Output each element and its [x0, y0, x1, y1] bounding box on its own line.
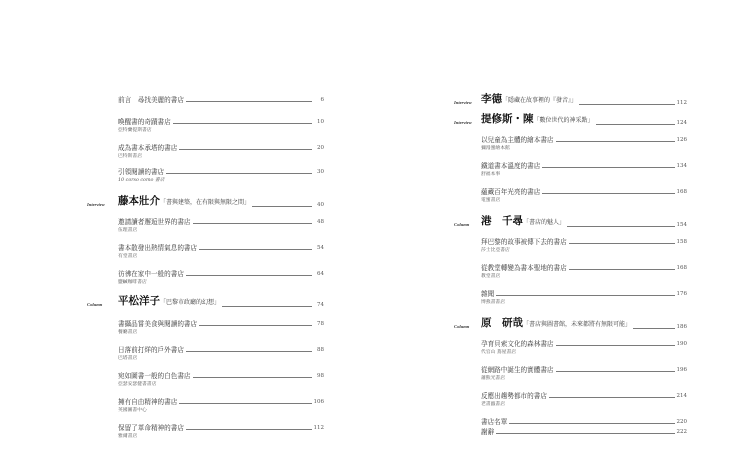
- entry-title-text: 書本散發出熱情氣息的書店: [118, 244, 198, 252]
- toc-entry[interactable]: [118, 166, 324, 183]
- page-number: 176: [676, 291, 687, 297]
- entry-title-text: 原 研哉: [481, 317, 523, 329]
- section-quote: 「隱藏在故事裡的『發音』」: [502, 97, 578, 104]
- toc-entry-row: [118, 242, 324, 252]
- section-type-tag: Column: [454, 222, 470, 227]
- page-number: 10: [317, 119, 324, 125]
- section-type-tag: Column: [87, 302, 103, 307]
- toc-entry-row: [87, 295, 324, 309]
- section-author: [481, 317, 633, 331]
- page-number: 20: [317, 145, 324, 151]
- page-number: 186: [676, 324, 687, 330]
- toc-entry[interactable]: [118, 94, 324, 106]
- toc-entry-row: [118, 344, 324, 354]
- entry-title-text: 喚醒書的奇蹟書店: [118, 118, 171, 126]
- toc-entry-row: [118, 396, 324, 406]
- entry-title-text: 蘊藏百年光亮的書店: [481, 188, 541, 196]
- entry-title-text: 日落前打烊的戶外書店: [118, 346, 184, 354]
- toc-entry[interactable]: [118, 116, 324, 133]
- entry-title: [118, 398, 179, 406]
- toc-entry-row: [454, 113, 687, 127]
- page-number: 112: [313, 425, 324, 431]
- entry-title: [481, 418, 509, 426]
- toc-entry[interactable]: [481, 426, 687, 438]
- entry-title: [118, 118, 173, 126]
- toc-entry[interactable]: [481, 160, 687, 177]
- toc-entry-row: [481, 426, 687, 436]
- toc-entry-row: [118, 94, 324, 104]
- entry-title-text: 保留了革命精神的書店: [118, 424, 184, 432]
- section-author: [118, 295, 222, 309]
- toc-entry[interactable]: [481, 262, 687, 279]
- entry-title: [481, 290, 496, 298]
- section-author: [118, 195, 252, 209]
- entry-title-text: 雜聞: [481, 290, 495, 298]
- entry-subtitle: 代官山 蔦屋書店: [481, 350, 517, 355]
- toc-entry-row: [481, 288, 687, 298]
- page-number: 124: [676, 120, 687, 126]
- toc-section-entry[interactable]: [454, 317, 687, 330]
- entry-title: [481, 366, 556, 374]
- toc-entry-row: [118, 116, 324, 126]
- entry-title: [481, 392, 549, 400]
- section-author: [481, 215, 567, 229]
- right-page: [375, 0, 750, 464]
- entry-title-text: 成為書本承塔的書店: [118, 144, 178, 152]
- toc-section-entry[interactable]: [87, 195, 324, 208]
- entry-title-text: 李德: [481, 93, 502, 105]
- section-author: [481, 93, 579, 107]
- entry-title: [118, 244, 199, 252]
- entry-subtitle: 彌漫蜜繪本館: [481, 146, 510, 151]
- toc-section-entry[interactable]: [454, 93, 687, 106]
- toc-entry[interactable]: [481, 236, 687, 253]
- section-author: [481, 113, 596, 127]
- toc-entry[interactable]: [118, 422, 324, 439]
- entry-title: [481, 238, 569, 246]
- page-number: 168: [676, 189, 687, 195]
- page-number: 158: [676, 239, 687, 245]
- entry-title-text: 邀請讀者邂逅世界的書店: [118, 218, 191, 226]
- entry-subtitle: 10 corso como 書店: [118, 178, 165, 183]
- toc-entry[interactable]: [481, 364, 687, 381]
- entry-title-text: 謝辭: [481, 428, 495, 436]
- entry-subtitle: 有堂書店: [118, 254, 138, 259]
- entry-title-text: 引領閱讀的書店: [118, 168, 165, 176]
- entry-subtitle: 餐廳書店: [118, 330, 138, 335]
- toc-entry-row: [454, 317, 687, 331]
- entry-title-text: 擁有自由精神的書店: [118, 398, 178, 406]
- entry-title-text: 前言 尋找美麗的書店: [118, 96, 184, 104]
- toc-entry[interactable]: [118, 268, 324, 285]
- entry-title-text: 書店名單: [481, 418, 508, 426]
- page-number: 40: [317, 202, 324, 208]
- page-number: 54: [317, 245, 324, 251]
- toc-entry[interactable]: [481, 186, 687, 203]
- entry-subtitle: 教堂書店: [481, 274, 501, 279]
- toc-entry-row: [118, 166, 324, 176]
- entry-title: [118, 144, 179, 152]
- entry-subtitle: 電蜜書店: [481, 198, 501, 203]
- entry-title: [118, 346, 186, 354]
- entry-title: [118, 218, 193, 226]
- page-number: 154: [676, 222, 687, 228]
- entry-title: [118, 168, 166, 176]
- entry-title: [481, 340, 556, 348]
- entry-title-text: 藤本壯介: [118, 195, 160, 207]
- entry-subtitle: 舒福本事: [481, 172, 501, 177]
- section-quote: 「巴黎市政廳的幻想」: [160, 299, 221, 306]
- toc-entry-row: [481, 390, 687, 400]
- entry-title: [118, 372, 193, 380]
- section-type-tag: Interview: [454, 120, 472, 125]
- page-number: 6: [320, 97, 324, 103]
- toc-section-entry[interactable]: [454, 113, 687, 126]
- page-number: 126: [676, 137, 687, 143]
- toc-entry-row: [118, 422, 324, 432]
- toc-entry-row: [118, 268, 324, 278]
- page-number: 214: [676, 393, 687, 399]
- entry-title-text: 反應出趨勢都市的書店: [481, 392, 547, 400]
- toc-entry[interactable]: [118, 216, 324, 233]
- toc-entry-row: [481, 236, 687, 246]
- page-number: 112: [676, 100, 687, 106]
- entry-title-text: 平松洋子: [118, 295, 160, 307]
- leader-line: [481, 433, 675, 434]
- entry-title-text: 提修斯・陳: [481, 113, 534, 125]
- entry-title: [118, 96, 186, 104]
- toc-entry-row: [454, 93, 687, 107]
- entry-title-text: 從教堂轉變為書本聖地的書店: [481, 264, 567, 272]
- toc-entry[interactable]: [118, 318, 324, 335]
- section-quote: 「書與建築，在有限與無限之間」: [160, 199, 251, 206]
- entry-subtitle: 鹽鹹咖啡書店: [118, 280, 147, 285]
- page-number: 88: [317, 347, 324, 353]
- page-number: 74: [317, 302, 324, 308]
- entry-subtitle: 伍理書店: [118, 228, 138, 233]
- toc-entry[interactable]: [118, 344, 324, 361]
- toc-entry-row: [118, 142, 324, 152]
- toc-entry-row: [481, 364, 687, 374]
- entry-title-text: 書攝品嘗美食與閱讀的書店: [118, 320, 198, 328]
- toc-entry[interactable]: [481, 338, 687, 355]
- toc-entry-row: [481, 262, 687, 272]
- section-quote: 「數位世代的神采點」: [533, 117, 594, 124]
- entry-title-text: 從網路中誕生的實體書店: [481, 366, 554, 374]
- entry-subtitle: 英國圖書中心: [118, 408, 147, 413]
- toc-entry-row: [481, 338, 687, 348]
- toc-entry-row: [481, 416, 687, 426]
- section-type-tag: Interview: [454, 100, 472, 105]
- page-number: 64: [317, 271, 324, 277]
- entry-title: [481, 162, 542, 170]
- page-number: 30: [317, 169, 324, 175]
- toc-entry[interactable]: [118, 370, 324, 387]
- entry-subtitle: 巴塔書店: [118, 356, 138, 361]
- leader-line: [481, 295, 675, 296]
- entry-title: [481, 136, 556, 144]
- page-number: 220: [676, 419, 687, 425]
- section-quote: 「書店與圖書館，未來都將有無限可能」: [523, 321, 632, 328]
- toc-entry[interactable]: [118, 242, 324, 259]
- entry-subtitle: 雅爾書店: [118, 434, 138, 439]
- toc-entry-row: [481, 134, 687, 144]
- toc-entry-row: [481, 160, 687, 170]
- entry-subtitle: 博燕書書店: [481, 300, 505, 305]
- entry-title-text: 拜巴黎的故事被傳下去的書店: [481, 238, 567, 246]
- entry-title: [118, 270, 186, 278]
- page-number: 78: [317, 321, 324, 327]
- page-number: 48: [317, 219, 324, 225]
- toc-entry[interactable]: [118, 396, 324, 413]
- section-quote: 「書店的魅人」: [523, 219, 566, 226]
- entry-title: [481, 188, 542, 196]
- entry-title-text: 港 千尋: [481, 215, 523, 227]
- page-number: 106: [313, 399, 324, 405]
- page-number: 196: [676, 367, 687, 373]
- toc-entry-row: [454, 215, 687, 229]
- entry-title-text: 鐵道書本溫度的書店: [481, 162, 541, 170]
- section-type-tag: Interview: [87, 202, 105, 207]
- toc-entry[interactable]: [481, 390, 687, 407]
- toc-entry[interactable]: [481, 288, 687, 305]
- toc-entry-row: [118, 318, 324, 328]
- entry-subtitle: 蕭熊光書店: [481, 376, 505, 381]
- entry-title: [481, 428, 496, 436]
- toc-entry[interactable]: [118, 142, 324, 159]
- toc-entry-row: [118, 370, 324, 380]
- entry-subtitle: 巴特斯書店: [118, 154, 142, 159]
- page-number: 222: [676, 429, 687, 435]
- toc-section-entry[interactable]: [454, 215, 687, 228]
- entry-subtitle: 莎士比亞書店: [481, 248, 510, 253]
- toc-entry-row: [87, 195, 324, 209]
- page-number: 98: [317, 373, 324, 379]
- toc-section-entry[interactable]: [87, 295, 324, 308]
- entry-title-text: 宛如圖書一般的白色書店: [118, 372, 191, 380]
- entry-title: [118, 320, 199, 328]
- leader-line: [481, 423, 675, 424]
- entry-title-text: 以兒童為主體的繪本書店: [481, 136, 554, 144]
- toc-entry-row: [481, 186, 687, 196]
- entry-title-text: 彷彿在家中一般的書店: [118, 270, 184, 278]
- entry-title: [481, 264, 569, 272]
- page-number: 190: [676, 341, 687, 347]
- page-number: 168: [676, 265, 687, 271]
- toc-entry[interactable]: [481, 134, 687, 151]
- section-type-tag: Column: [454, 324, 470, 329]
- entry-subtitle: 老書蟲書店: [481, 402, 505, 407]
- page-number: 134: [676, 163, 687, 169]
- entry-subtitle: 亞瑟安瑟健書書店: [118, 382, 157, 387]
- toc-entry-row: [118, 216, 324, 226]
- entry-title: [118, 424, 186, 432]
- entry-subtitle: 亞特蘭提斯書店: [118, 128, 152, 133]
- entry-title-text: 孕育貝索文化的森林書店: [481, 340, 554, 348]
